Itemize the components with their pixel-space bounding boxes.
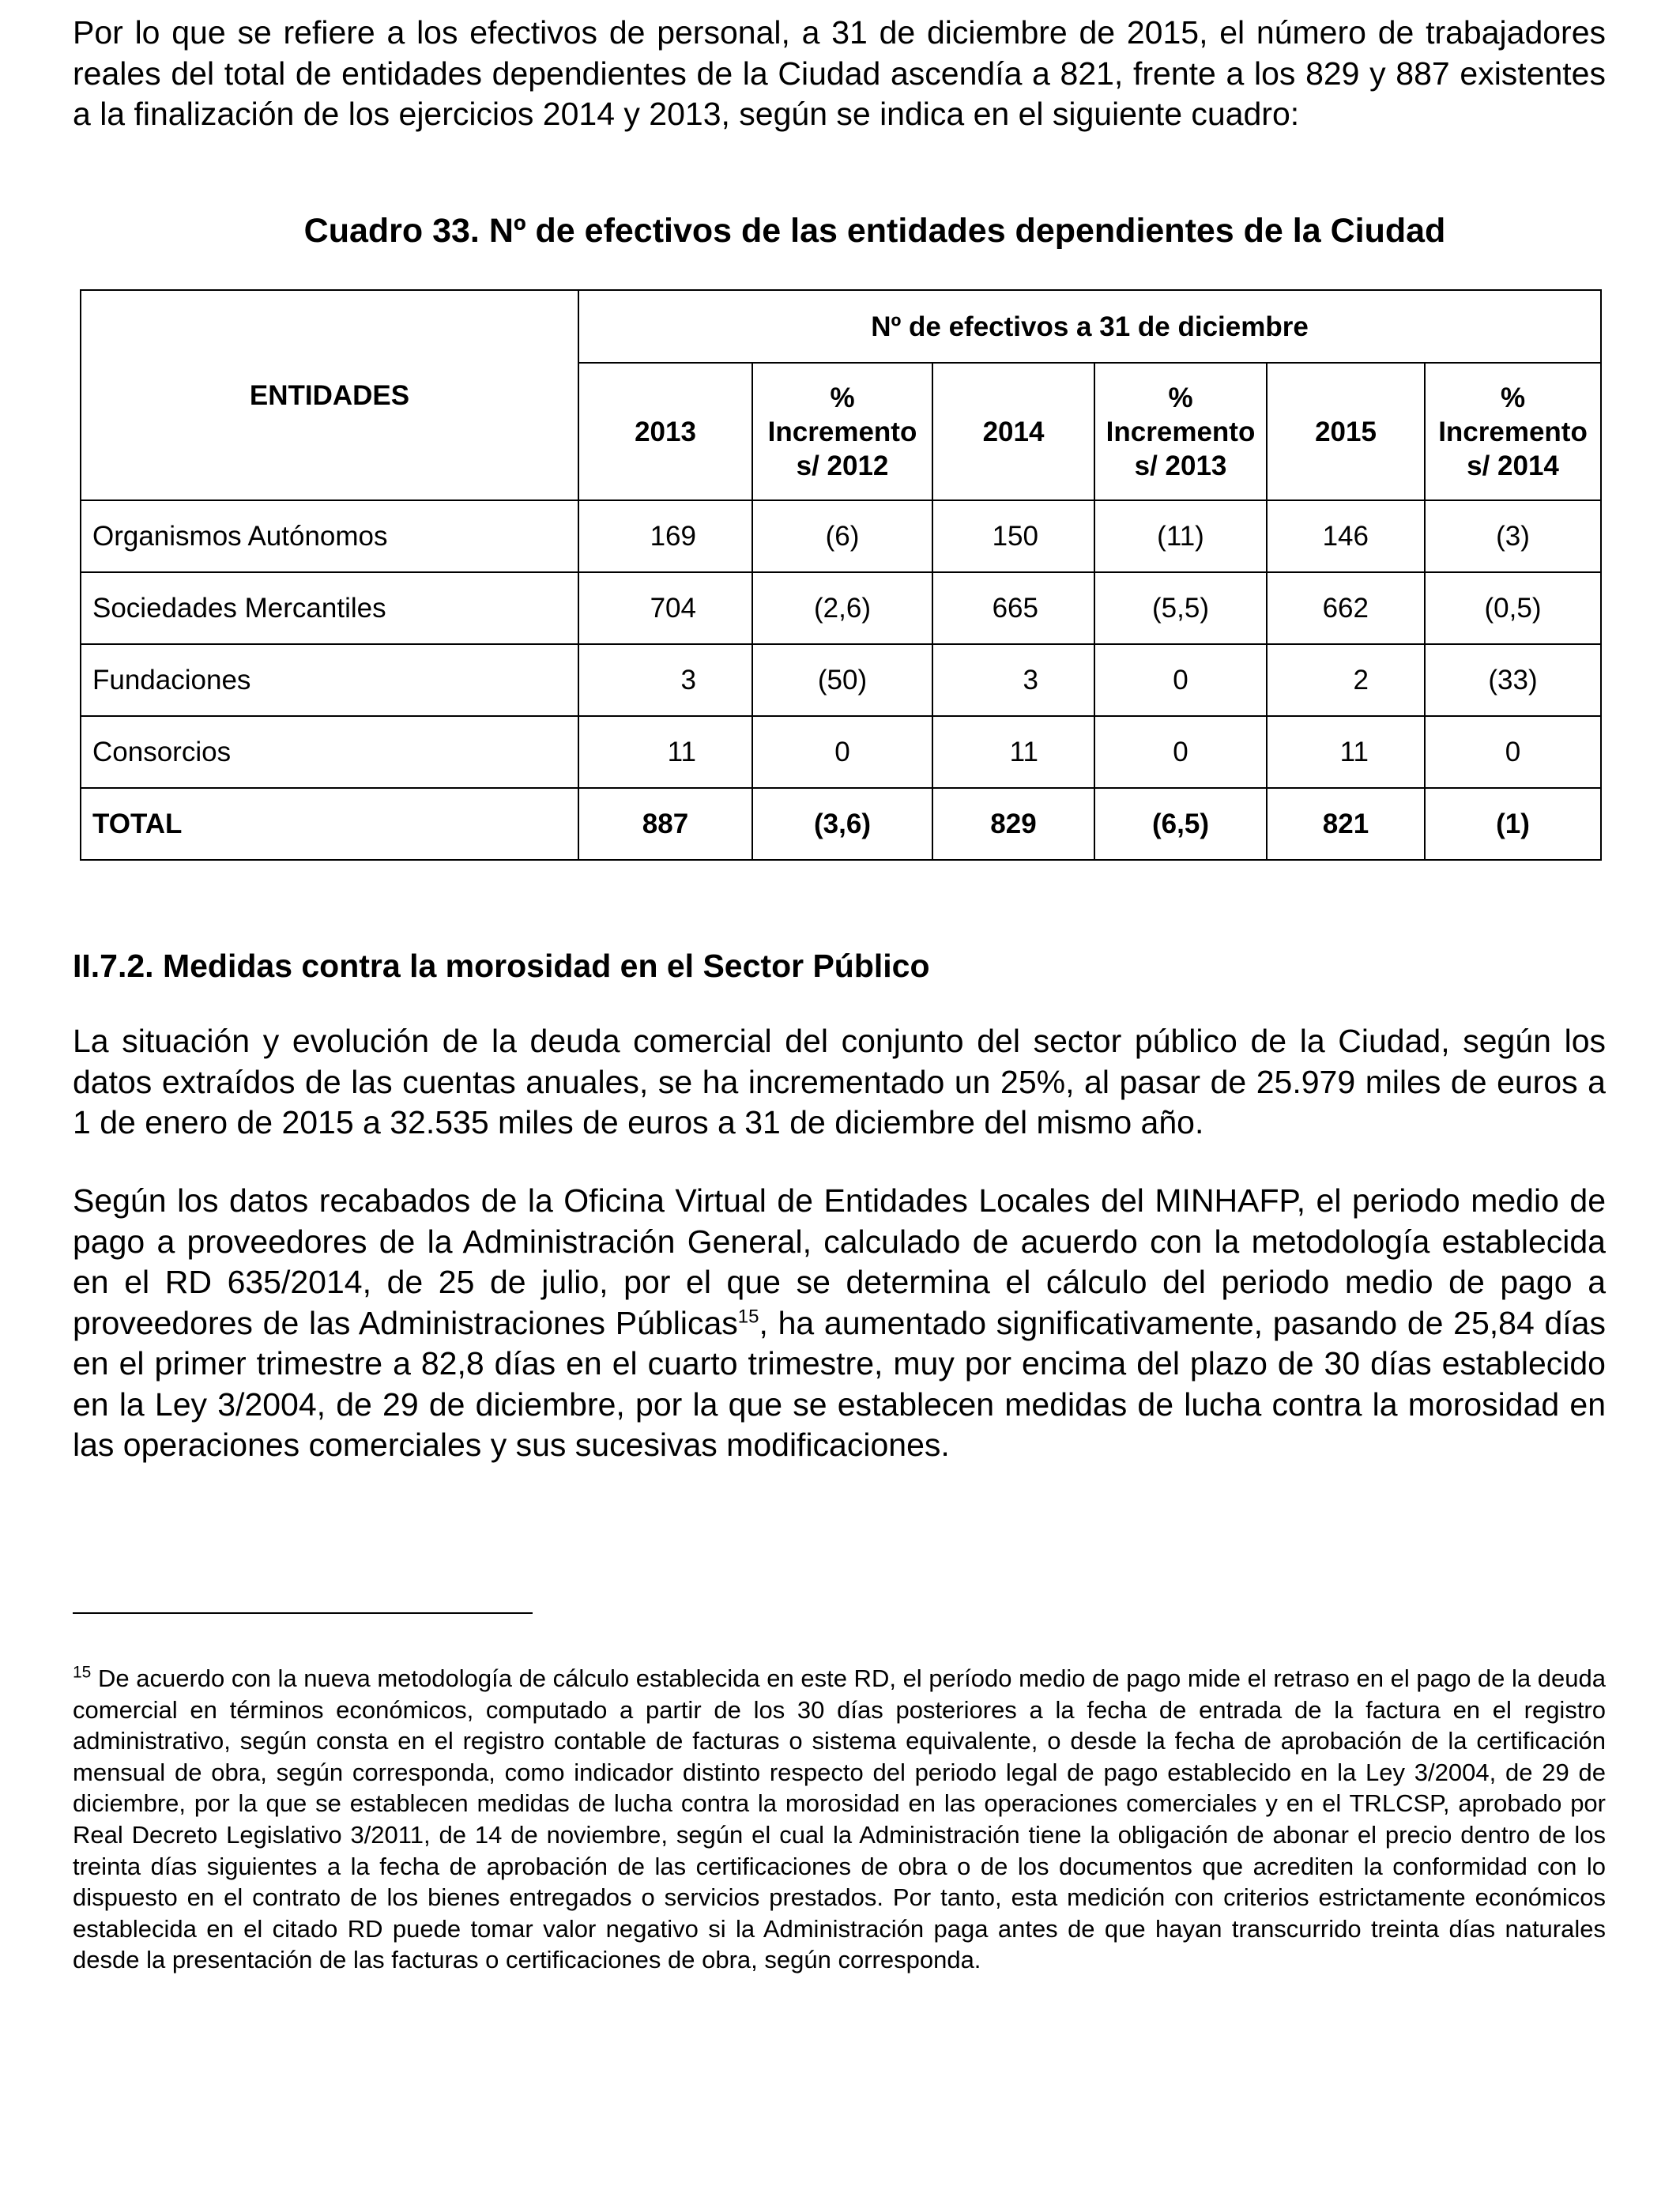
total-2014: 829 (932, 788, 1094, 860)
inc-2012-line2: Incremento (767, 416, 917, 447)
value-2014: 3 (932, 644, 1094, 716)
increment-2013: (11) (1094, 500, 1267, 572)
value-2015: 662 (1267, 572, 1425, 644)
value-2015: 11 (1267, 716, 1425, 788)
table-row (81, 716, 1601, 788)
col-header-2014: 2014 (932, 363, 1094, 500)
value-2014: 11 (932, 716, 1094, 788)
inc-2014-line2: Incremento (1438, 416, 1588, 447)
total-increment-2013: (6,5) (1094, 788, 1267, 860)
section-heading: II.7.2. Medidas contra la morosidad en el Sector Público (73, 948, 930, 984)
value-2014: 150 (932, 500, 1094, 572)
col-header-inc-2012 (752, 363, 932, 500)
col-header-2015: 2015 (1267, 363, 1425, 500)
col-header-2013: 2013 (578, 363, 752, 500)
footnote-text: De acuerdo con la nueva metodología de cálculo establecida en este RD, el período medio de pago mide el retraso en el pago de la deuda comercial en términos económicos, computado a partir de los 30 días posteriores a la fecha de entrada de la factura en el registro administrativo, según consta en el registro contable de facturas o sistema equivalente, o desde la fecha de aprobación de la certificación mensual de obra, según corresponda, como indicador distinto respecto del periodo legal de pago establecido en la Ley 3/2004, de 29 de diciembre, por la que se establecen medidas de lucha contra la morosidad en las operaciones comerciales y en el TRLCSP, aprobado por Real Decreto Legislativo 3/2011, de 14 de noviembre, según el cual la Administración tiene la obligación de abonar el precio dentro de los treinta días siguientes a la fecha de aprobación de las certificaciones de obra o de los documentos que acrediten la conformidad con lo dispuesto en el contrato de los bienes entregados o servicios prestados. Por tanto, esta medición con criterios estrictamente económicos establecida en el citado RD puede tomar valor negativo si la Administración paga antes de que hayan transcurrido treinta días naturales desde la presentación de las facturas o certificaciones de obra, según corresponda. (73, 1664, 1606, 1974)
value-2013: 11 (578, 716, 752, 788)
inc-2013-line1: % (1168, 382, 1193, 413)
increment-2012: (6) (752, 500, 932, 572)
inc-2012-line3: s/ 2012 (796, 450, 889, 481)
effectives-table (80, 289, 1602, 861)
footnote-reference[interactable]: 15 (737, 1305, 759, 1327)
value-2014: 665 (932, 572, 1094, 644)
entity-name: Sociedades Mercantiles (81, 572, 578, 644)
value-2013: 3 (578, 644, 752, 716)
footnote-number: 15 (73, 1663, 92, 1682)
increment-2012: (50) (752, 644, 932, 716)
entities-header: ENTIDADES (81, 290, 578, 500)
entity-name: Fundaciones (81, 644, 578, 716)
entity-name: Consorcios (81, 716, 578, 788)
table-caption: Cuadro 33. Nº de efectivos de las entidades dependientes de la Ciudad (303, 212, 1446, 250)
debt-paragraph: La situación y evolución de la deuda comercial del conjunto del sector público de la Ciudad, según los datos extraídos de las cuentas anuales, se ha incrementado un 25%, al pasar de 25.979 miles de euros a 1 de enero de 2015 a 32.535 miles de euros a 31 de diciembre del mismo año. (73, 1023, 1606, 1140)
inc-2013-line3: s/ 2013 (1134, 450, 1227, 481)
table-row (81, 500, 1601, 572)
value-2015: 146 (1267, 500, 1425, 572)
value-2013: 704 (578, 572, 752, 644)
increment-2013: (5,5) (1094, 572, 1267, 644)
total-label: TOTAL (81, 788, 578, 860)
payment-period-text-start: Según los datos recabados de la Oficina Virtual de Entidades Locales del MINHAFP, el periodo medio de pago a proveedores de la Administración General, calculado de acuerdo con la metodología establecida en el RD 635/2014, de 25 de julio, por el que se determina el cálculo del periodo medio de pago a proveedores de las Administraciones Públicas (73, 1182, 1606, 1341)
increment-2014: (33) (1425, 644, 1601, 716)
value-2013: 169 (578, 500, 752, 572)
increment-2014: (3) (1425, 500, 1601, 572)
increment-2014: 0 (1425, 716, 1601, 788)
payment-period-text-end: , ha aumentado significativamente, pasando de 25,84 días en el primer trimestre a 82,8 días en el cuarto trimestre, muy por encima del plazo de 30 días establecido en la Ley 3/2004, de 29 de diciembre, por la que se establecen medidas de lucha contra la morosidad en las operaciones comerciales y sus sucesivas modificaciones. (73, 1304, 1606, 1463)
footnote (73, 1663, 1606, 1976)
inc-2013-line2: Incremento (1106, 416, 1256, 447)
inc-2014-line1: % (1500, 382, 1526, 413)
table-total-row (81, 788, 1601, 860)
table-header-row (81, 290, 1601, 363)
total-2013: 887 (578, 788, 752, 860)
total-increment-2012: (3,6) (752, 788, 932, 860)
table-row (81, 572, 1601, 644)
increment-2013: 0 (1094, 716, 1267, 788)
col-header-inc-2014 (1425, 363, 1601, 500)
value-2015: 2 (1267, 644, 1425, 716)
increment-2013: 0 (1094, 644, 1267, 716)
increment-2012: (2,6) (752, 572, 932, 644)
increment-2014: (0,5) (1425, 572, 1601, 644)
payment-period-paragraph (73, 1181, 1606, 1466)
increment-2012: 0 (752, 716, 932, 788)
total-increment-2014: (1) (1425, 788, 1601, 860)
inc-2014-line3: s/ 2014 (1467, 450, 1559, 481)
footnote-separator (73, 1612, 533, 1614)
table-row (81, 644, 1601, 716)
group-header: Nº de efectivos a 31 de diciembre (578, 290, 1601, 363)
total-2015: 821 (1267, 788, 1425, 860)
intro-paragraph: Por lo que se refiere a los efectivos de personal, a 31 de diciembre de 2015, el número de trabajadores reales del total de entidades dependientes de la Ciudad ascendía a 821, frente a los 829 y 887 existentes a la finalización de los ejercicios 2014 y 2013, según se indica en el siguiente cuadro: (73, 14, 1606, 132)
entity-name: Organismos Autónomos (81, 500, 578, 572)
col-header-inc-2013 (1094, 363, 1267, 500)
inc-2012-line1: % (830, 382, 855, 413)
